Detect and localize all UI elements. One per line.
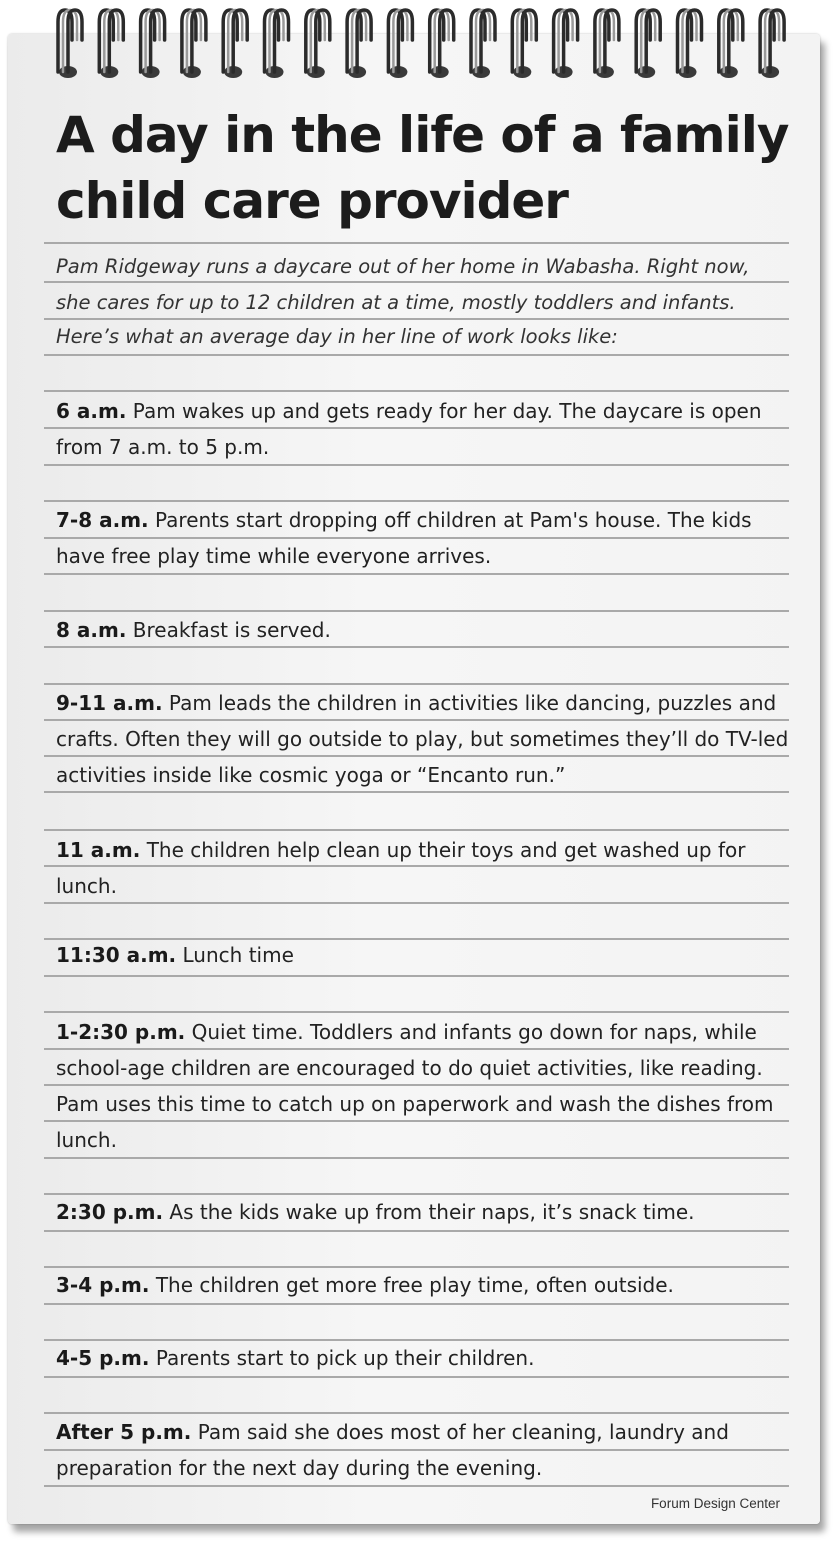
binding-ring bbox=[512, 10, 526, 72]
binding-ring bbox=[724, 10, 738, 72]
binding-ring bbox=[388, 10, 402, 72]
entry-time: 6 a.m. bbox=[56, 399, 127, 423]
binding-ring bbox=[357, 10, 371, 72]
binding-ring bbox=[109, 10, 123, 72]
intro-line: Here’s what an average day in her line of work looks like: bbox=[56, 325, 618, 348]
schedule-entry bbox=[56, 393, 796, 465]
entry-time: 3-4 p.m. bbox=[56, 1273, 150, 1297]
rule-line bbox=[44, 390, 789, 392]
schedule-entry bbox=[56, 832, 796, 904]
binding-ring bbox=[471, 10, 485, 72]
rule-line bbox=[44, 1011, 789, 1013]
binding-ring bbox=[765, 10, 779, 72]
entry-text: Pam wakes up and gets ready for her day. The daycare is open from 7 a.m. to 5 p.m. bbox=[56, 399, 762, 459]
binding-ring bbox=[311, 10, 325, 72]
binding-ring bbox=[182, 10, 196, 72]
entry-time: 2:30 p.m. bbox=[56, 1200, 164, 1224]
binding-ring bbox=[605, 10, 619, 72]
schedule-entry bbox=[56, 1414, 796, 1486]
entry-text: Pam said she does most of her cleaning, laundry and preparation for the next day during the evening. bbox=[56, 1420, 729, 1480]
binding-ring bbox=[316, 10, 330, 72]
binding-ring bbox=[270, 10, 284, 72]
entry-time: After 5 p.m. bbox=[56, 1420, 192, 1444]
rule-line bbox=[44, 1230, 789, 1232]
entry-time: 7-8 a.m. bbox=[56, 508, 149, 532]
binding-ring bbox=[559, 10, 573, 72]
entry-text: Parents start dropping off children at Pam's house. The kids have free play time while everyone arrives. bbox=[56, 508, 752, 568]
binding-ring bbox=[398, 10, 412, 72]
binding-ring bbox=[63, 10, 77, 72]
entry-text: Parents start to pick up their children. bbox=[155, 1346, 535, 1370]
binding-ring bbox=[564, 10, 578, 72]
binding-ring bbox=[99, 10, 113, 72]
binding-ring bbox=[636, 10, 650, 72]
binding-ring bbox=[688, 10, 702, 72]
entry-text: The children help clean up their toys and get washed up for lunch. bbox=[56, 838, 746, 898]
binding-ring bbox=[476, 10, 490, 72]
binding-ring bbox=[187, 10, 201, 72]
binding-ring bbox=[595, 10, 609, 72]
schedule-entry bbox=[56, 937, 796, 973]
binding-ring bbox=[770, 10, 784, 72]
binding-ring bbox=[275, 10, 289, 72]
binding-ring bbox=[223, 10, 237, 72]
entry-text: Breakfast is served. bbox=[132, 618, 331, 642]
schedule-entry bbox=[56, 612, 796, 648]
entry-text: As the kids wake up from their naps, it’s snack time. bbox=[169, 1200, 695, 1224]
entry-text: The children get more free play time, often outside. bbox=[155, 1273, 674, 1297]
binding-ring bbox=[435, 10, 449, 72]
rule-line bbox=[44, 1303, 789, 1305]
entry-text: Lunch time bbox=[182, 943, 294, 967]
binding-ring bbox=[440, 10, 454, 72]
rule-line bbox=[44, 318, 789, 320]
entry-time: 1-2:30 p.m. bbox=[56, 1020, 186, 1044]
entry-text: Pam leads the children in activities like dancing, puzzles and crafts. Often they will go outside to play, but sometimes they’ll do TV-led activities inside like cosmic yoga or “Encanto run.” bbox=[56, 691, 789, 787]
binding-ring bbox=[393, 10, 407, 72]
binding-ring bbox=[554, 10, 568, 72]
binding-ring bbox=[352, 10, 366, 72]
binding-ring bbox=[347, 10, 361, 72]
binding-ring bbox=[760, 10, 774, 72]
credit-line: Forum Design Center bbox=[650, 1496, 780, 1511]
entry-time: 11:30 a.m. bbox=[56, 943, 177, 967]
entry-time: 4-5 p.m. bbox=[56, 1346, 150, 1370]
rule-line bbox=[44, 281, 789, 283]
binding-ring bbox=[141, 10, 155, 72]
rule-line bbox=[44, 1376, 789, 1378]
schedule-entry bbox=[56, 1194, 796, 1230]
schedule-entry bbox=[56, 1267, 796, 1303]
binding-ring bbox=[729, 10, 743, 72]
entry-time: 11 a.m. bbox=[56, 838, 141, 862]
binding-ring bbox=[683, 10, 697, 72]
rule-line bbox=[44, 829, 789, 831]
intro-line: she cares for up to 12 children at a time, mostly toddlers and infants. bbox=[56, 291, 736, 314]
rule-line bbox=[44, 975, 789, 977]
binding-ring bbox=[719, 10, 733, 72]
binding-ring bbox=[430, 10, 444, 72]
binding-ring bbox=[228, 10, 242, 72]
binding-ring bbox=[678, 10, 692, 72]
entry-time: 9-11 a.m. bbox=[56, 691, 163, 715]
intro-line: Pam Ridgeway runs a daycare out of her home in Wabasha. Right now, bbox=[56, 255, 750, 278]
binding-ring bbox=[68, 10, 82, 72]
entry-text: Quiet time. Toddlers and infants go down for naps, while school-age children are encouraged to do quiet activities, like reading. Pam uses this time to catch up on paperwork and wash the dishes from lunch. bbox=[56, 1020, 774, 1152]
binding-ring bbox=[646, 10, 660, 72]
rule-line bbox=[44, 242, 789, 244]
schedule-entry bbox=[56, 1014, 796, 1158]
binding-ring bbox=[151, 10, 165, 72]
entry-time: 8 a.m. bbox=[56, 618, 127, 642]
binding-ring bbox=[306, 10, 320, 72]
binding-ring bbox=[522, 10, 536, 72]
binding-ring bbox=[233, 10, 247, 72]
schedule-entry bbox=[56, 685, 796, 793]
rule-line bbox=[44, 354, 789, 356]
binding-ring bbox=[146, 10, 160, 72]
binding-ring bbox=[265, 10, 279, 72]
schedule-entry bbox=[56, 502, 796, 574]
binding-ring bbox=[58, 10, 72, 72]
binding-ring bbox=[192, 10, 206, 72]
page-title: A day in the life of a family child care provider bbox=[56, 106, 789, 230]
binding-ring bbox=[481, 10, 495, 72]
spiral-binding-icon bbox=[0, 0, 840, 90]
binding-ring bbox=[600, 10, 614, 72]
schedule-entry bbox=[56, 1340, 796, 1376]
binding-ring bbox=[641, 10, 655, 72]
binding-ring bbox=[517, 10, 531, 72]
binding-ring bbox=[104, 10, 118, 72]
